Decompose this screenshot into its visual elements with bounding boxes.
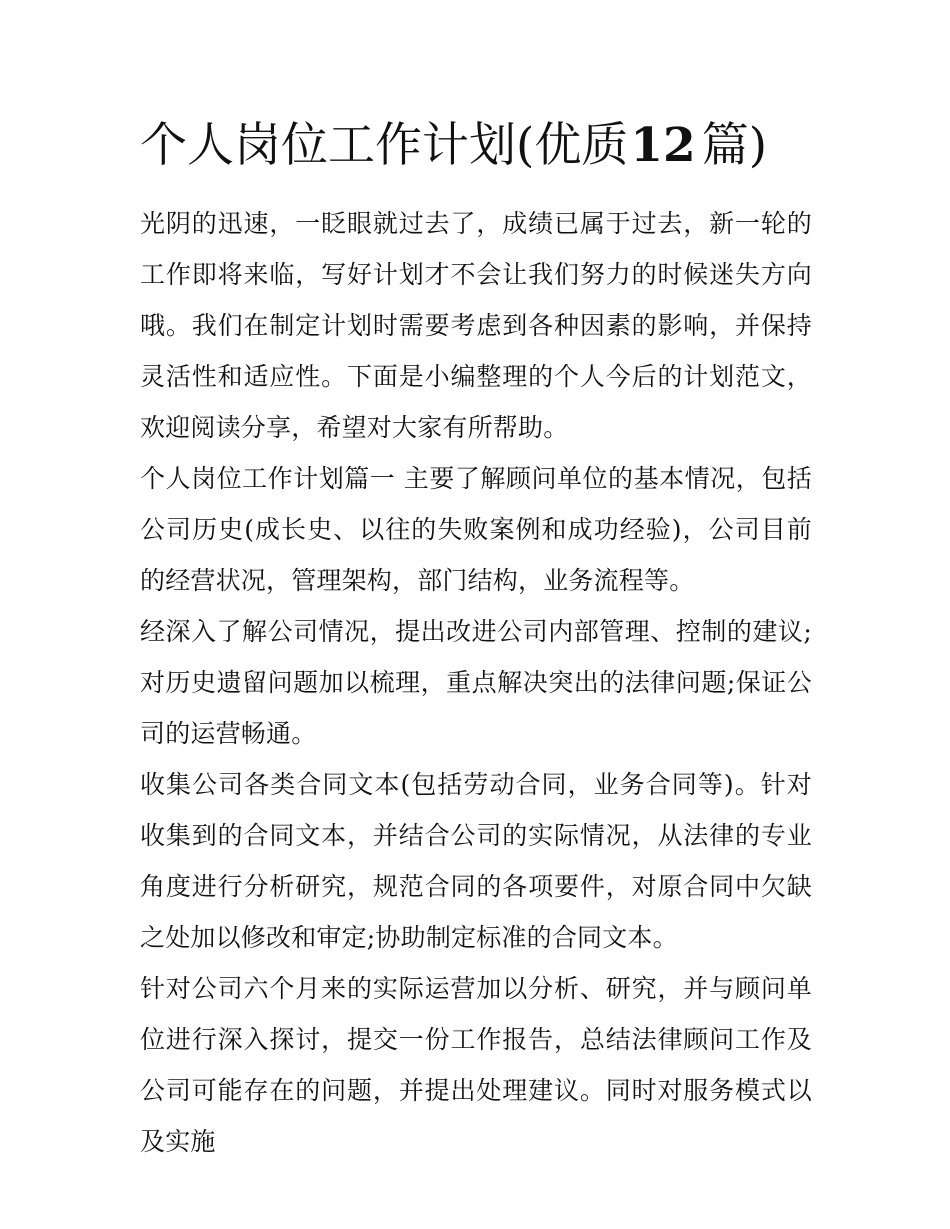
- title-number: 12: [630, 118, 696, 173]
- title-prefix: 个人岗位工作计划(优质: [140, 118, 629, 173]
- paragraph-2: 经深入了解公司情况，提出改进公司内部管理、控制的建议;对历史遗留问题加以梳理，重点解决突出的法律问题;保证公司的运营畅通。: [140, 617, 812, 748]
- paragraph-4: 针对公司六个月来的实际运营加以分析、研究，并与顾问单位进行深入探讨，提交一份工作报告，总结法律顾问工作及公司可能存在的问题，并提出处理建议。同时对服务模式以及实施: [140, 974, 812, 1156]
- title-suffix: 篇): [701, 118, 768, 173]
- paragraph-intro: 光阴的迅速，一眨眼就过去了，成绩已属于过去，新一轮的工作即将来临，写好计划才不会让我们努力的时候迷失方向哦。我们在制定计划时需要考虑到各种因素的影响，并保持灵活性和适应性。下面是小编整理的个人今后的计划范文，欢迎阅读分享，希望对大家有所帮助。: [140, 209, 812, 442]
- document-title: [140, 112, 820, 180]
- document-body: [140, 198, 812, 1167]
- paragraph-3: 收集公司各类合同文本(包括劳动合同，业务合同等)。针对收集到的合同文本，并结合公司的实际情况，从法律的专业角度进行分析研究，规范合同的各项要件，对原合同中欠缺之处加以修改和审定;协助制定标准的合同文本。: [140, 770, 812, 952]
- paragraph-1: 个人岗位工作计划篇一 主要了解顾问单位的基本情况，包括公司历史(成长史、以往的失败案例和成功经验)，公司目前的经营状况，管理架构，部门结构，业务流程等。: [140, 464, 812, 595]
